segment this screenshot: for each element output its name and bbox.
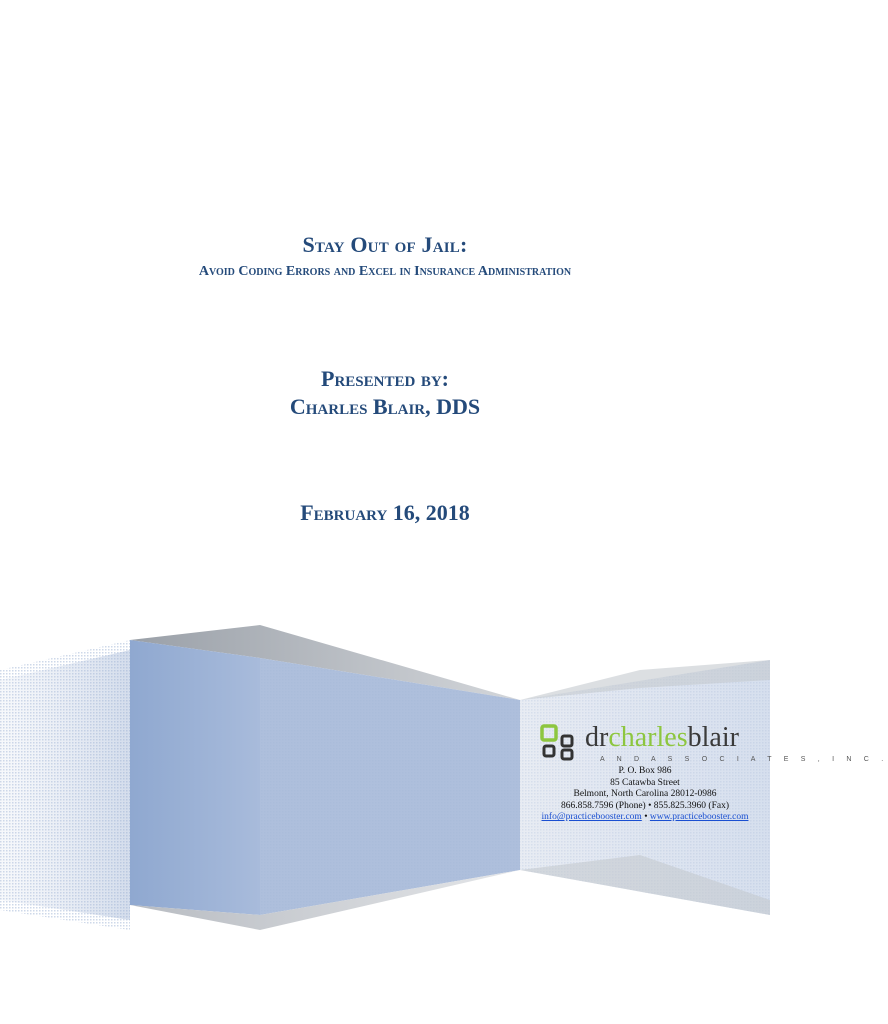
document-subtitle: Avoid Coding Errors and Excel in Insurance Administration: [198, 264, 572, 279]
contact-separator: •: [644, 812, 648, 823]
document-title: Stay Out of Jail:: [302, 232, 468, 257]
logo-dr: dr: [585, 722, 609, 753]
street-address: 85 Catawba Street: [610, 777, 680, 788]
website-link[interactable]: www.practicebooster.com: [649, 812, 749, 823]
logo-charles: charles: [608, 722, 688, 753]
web-contact-line: [520, 812, 770, 824]
po-box: P. O. Box 986: [618, 766, 672, 776]
company-logo: [540, 722, 888, 768]
city-state-zip: Belmont, North Carolina 28012-0986: [573, 789, 717, 800]
contact-address-block: [520, 766, 770, 824]
logo-blair: blair: [687, 722, 739, 753]
logo-tagline: A N D A S S O C I A T E S , I N C .: [600, 756, 888, 763]
logo-squares-icon: [540, 724, 580, 760]
logo-wordmark: [585, 722, 739, 754]
presented-by-label: Presented by:: [321, 366, 449, 391]
presentation-date: February 16, 2018: [300, 500, 470, 525]
email-link[interactable]: info@practicebooster.com: [541, 812, 642, 823]
phone-fax: 866.858.7596 (Phone) • 855.825.3960 (Fax): [561, 800, 729, 811]
presenter-name: Charles Blair, DDS: [289, 394, 481, 419]
